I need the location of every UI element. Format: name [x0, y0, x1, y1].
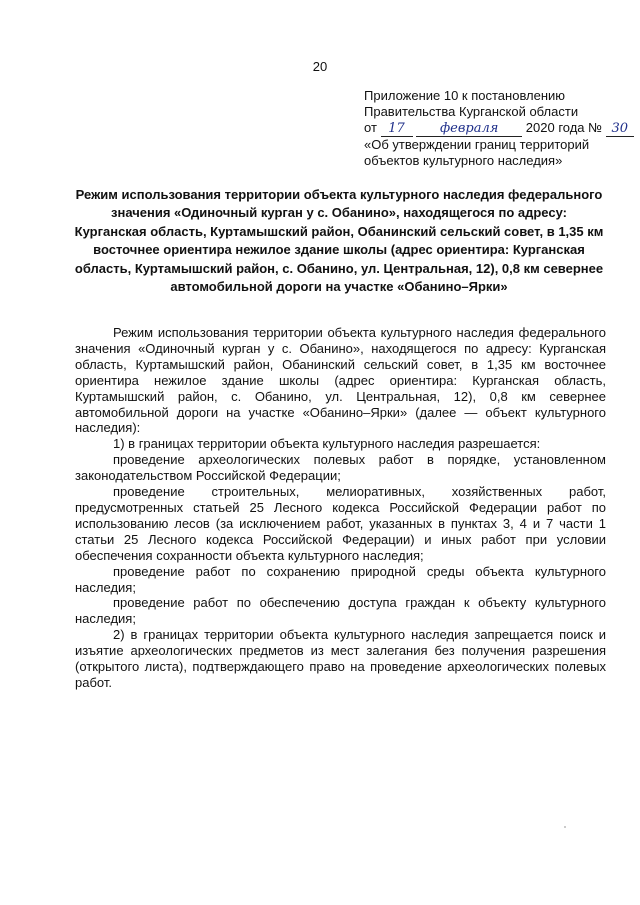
body-paragraph-archaeology: проведение археологических полевых работ в порядке, установленном законодательством Российской Федерации;	[75, 452, 606, 484]
appendix-line-1: Приложение 10 к постановлению	[364, 88, 566, 103]
appendix-line-4: «Об утверждении границ территорий	[364, 137, 590, 152]
body-paragraph-item-2: 2) в границах территории объекта культурного наследия запрещается поиск и изъятие археологических предметов из мест залегания без получения разрешения (открытого листа), подтверждающего право на проведение археологических полевых работ.	[75, 627, 606, 690]
handwritten-month: февраля	[416, 122, 522, 137]
scan-speck	[564, 826, 566, 828]
appendix-date-line	[364, 120, 626, 137]
document-body	[75, 325, 606, 691]
appendix-line-5: объектов культурного наследия»	[364, 153, 563, 168]
appendix-block	[364, 88, 626, 169]
body-paragraph-construction: проведение строительных, мелиоративных, хозяйственных работ, предусмотренных статьей 25 Лесного кодекса Российской Федерации работ по использованию лесов (за исключением работ, указанных в пунктах 3, 4 и 7 части 1 статьи 25 Лесного кодекса Российской Федерации) и иных работ при условии обеспечения сохранности объекта культурного наследия;	[75, 484, 606, 563]
body-paragraph-intro: Режим использования территории объекта культурного наследия федерального значения «Одиночный курган у с. Обанино», находящегося по адресу: Курганская область, Куртамышский район, Обанинский сельский совет, в 1,35 км восточнее ориентира нежилое здание школы (адрес ориентира: Курганская область, Куртамышский район, с. Обанино, ул. Центральная, 12), 0,8 км севернее автомобильной дороги на участке «Обанино–Ярки» (далее — объект культурного наследия):	[75, 325, 606, 436]
handwritten-decree-number: 30	[606, 122, 634, 137]
page-number: 20	[312, 59, 328, 74]
appendix-year-text: 2020 года №	[525, 120, 603, 135]
body-paragraph-access: проведение работ по обеспечению доступа граждан к объекту культурного наследия;	[75, 595, 606, 627]
body-paragraph-item-1: 1) в границах территории объекта культурного наследия разрешается:	[113, 436, 541, 452]
appendix-line-2: Правительства Курганской области	[364, 104, 579, 119]
handwritten-day: 17	[381, 122, 413, 137]
document-title: Режим использования территории объекта культурного наследия федерального значения «Одиночный курган у с. Обанино», находящегося по адресу: Курганская область, Куртамышский район, Обанинский сельский совет, в 1,35 км восточнее ориентира нежилое здание школы (адрес ориентира: Курганская область, Куртамышский район, с. Обанино, ул. Центральная, 12), 0,8 км севернее автомобильной дороги на участке «Обанино–Ярки»	[74, 187, 604, 295]
appendix-from-label: от	[364, 120, 377, 135]
body-paragraph-nature: проведение работ по сохранению природной среды объекта культурного наследия;	[75, 563, 606, 595]
